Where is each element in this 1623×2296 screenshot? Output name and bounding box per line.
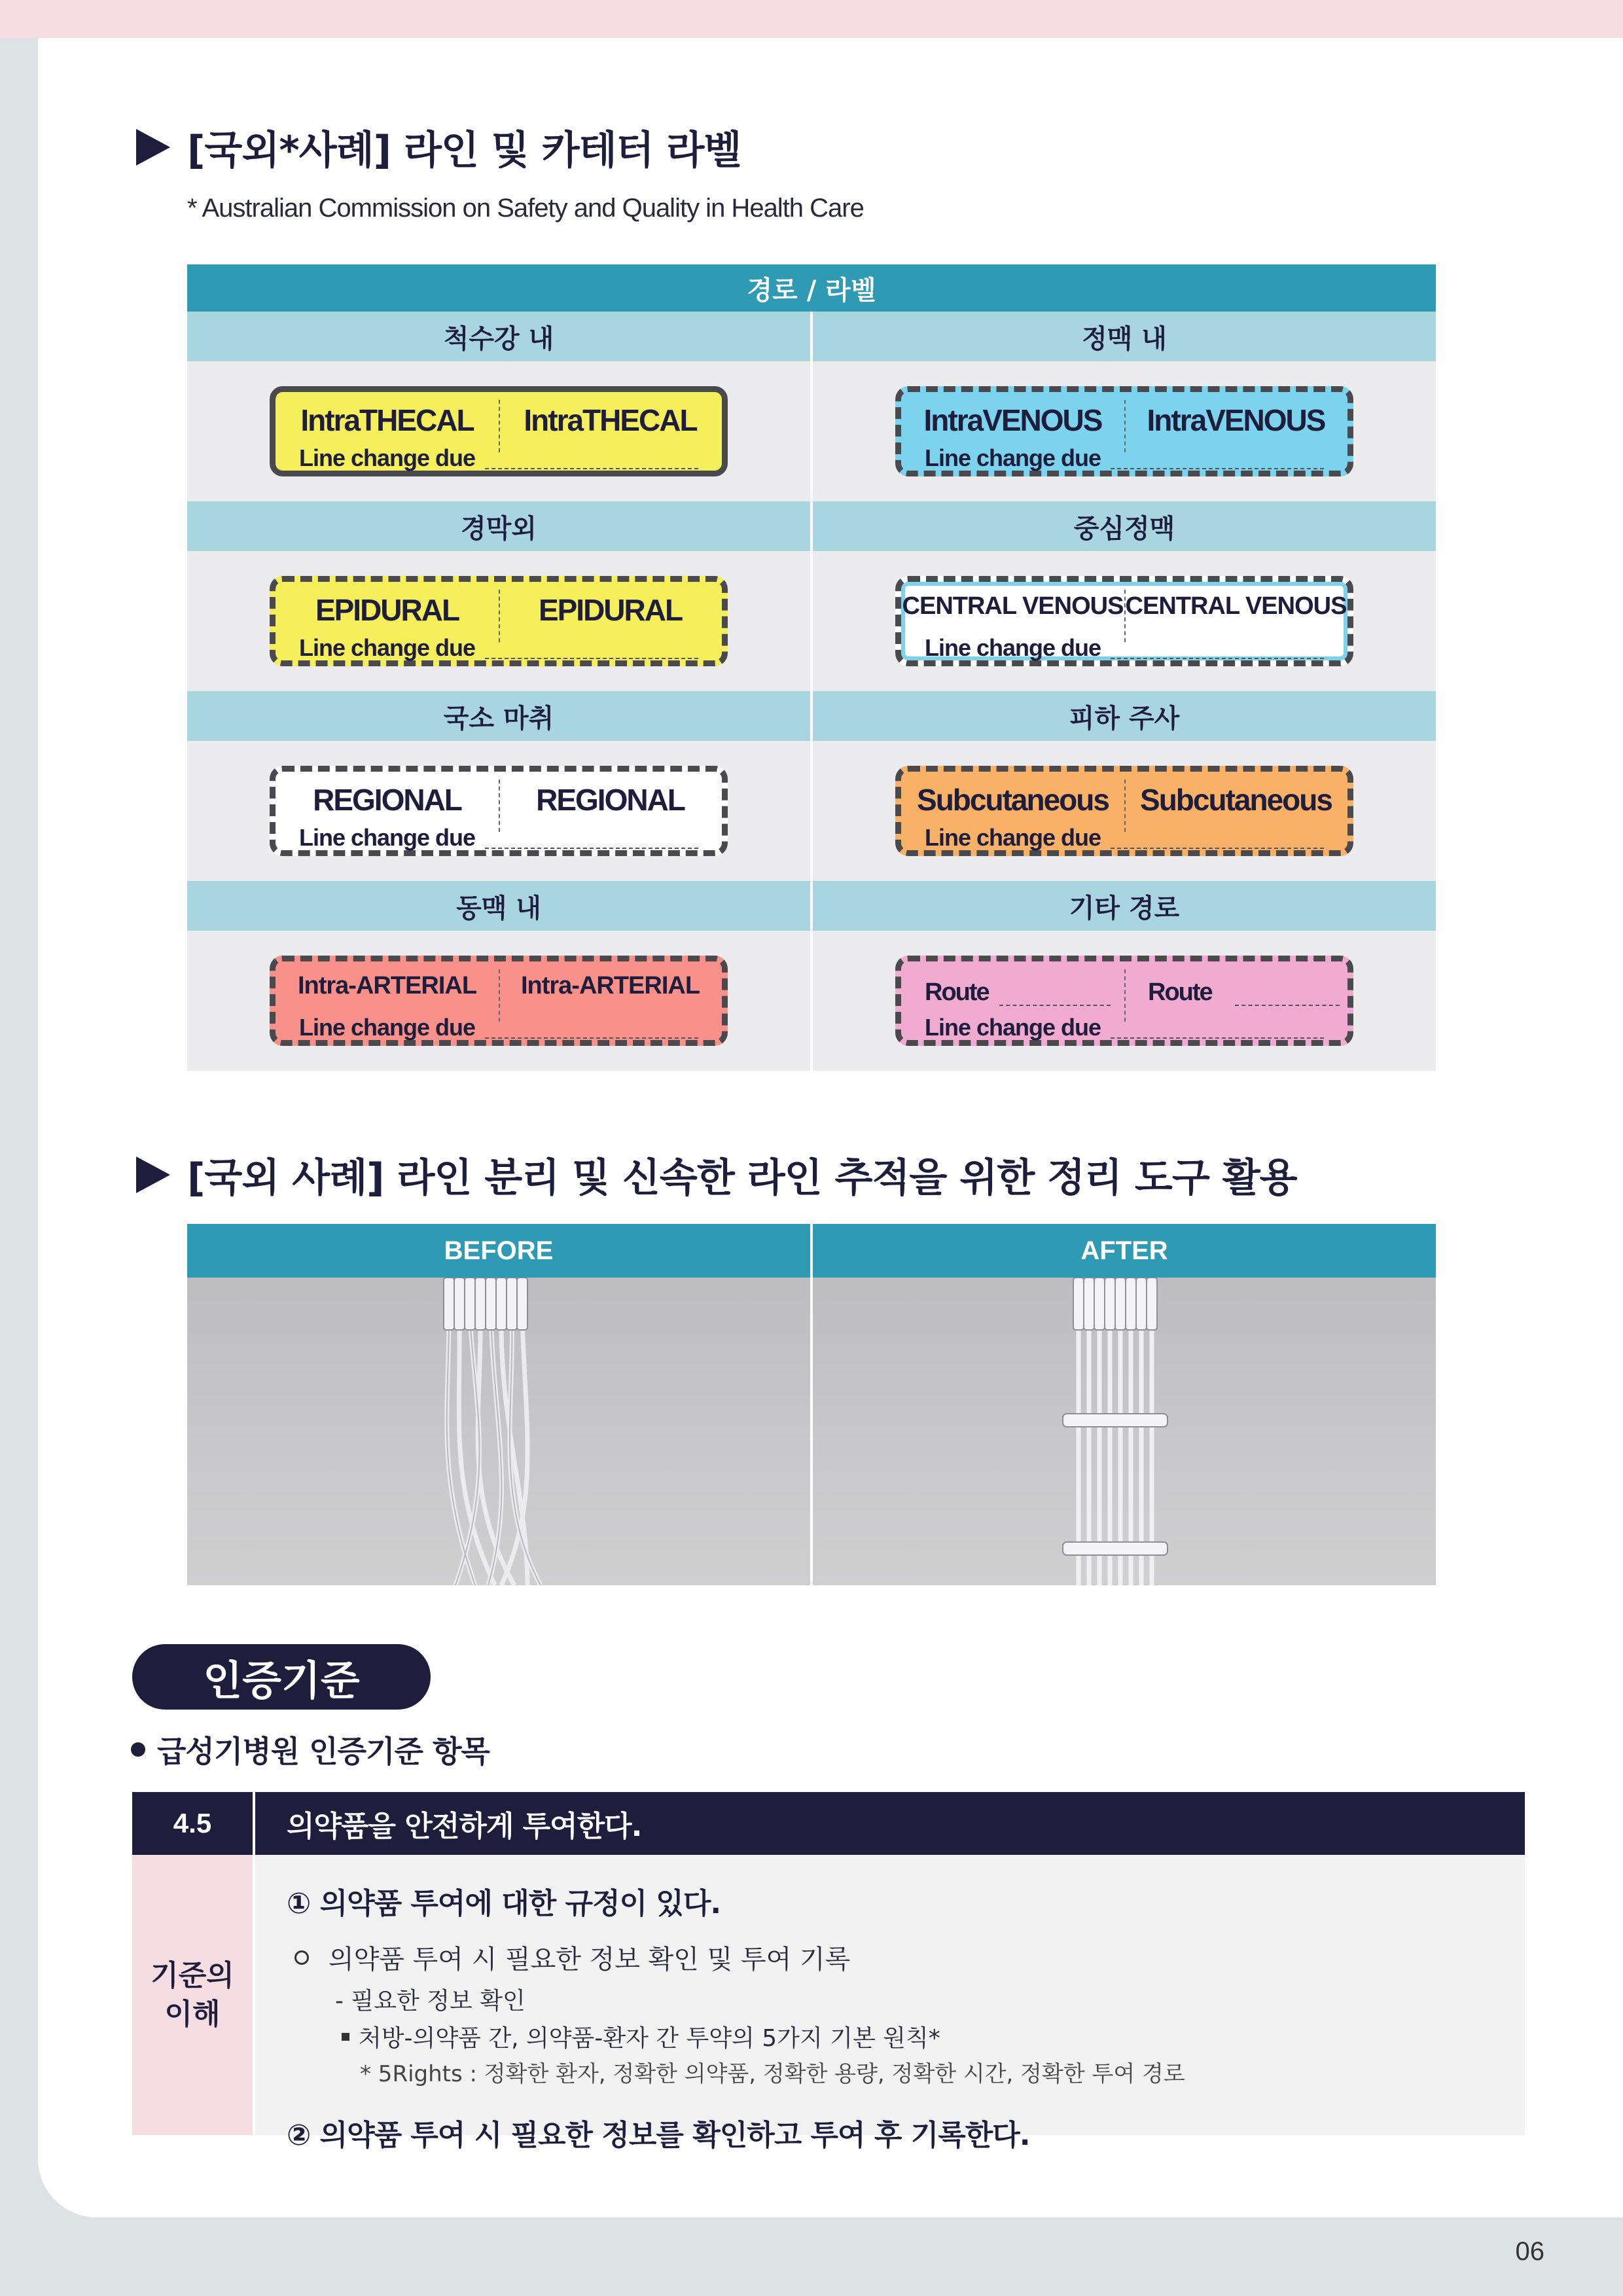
route-label-name-left: IntraVENOUS: [923, 403, 1102, 437]
triangle-bullet-icon: [136, 1157, 170, 1193]
line-change-due-text: Line change due: [925, 1014, 1101, 1041]
route-cell: [813, 691, 1436, 881]
line-change-due-blank: [485, 848, 698, 849]
routes-table-title: 경로 / 라벨: [187, 264, 1436, 312]
tangled-lines-illustration: [187, 1278, 810, 1585]
certification-bullet-text: 급성기병원 인증기준 항목: [157, 1734, 490, 1769]
route-label-name-left: IntraTHECAL: [300, 403, 474, 437]
route-label-area: [813, 551, 1436, 691]
line-change-due-text: Line change due: [299, 634, 476, 661]
route-label-name-left: CENTRAL VENOUS: [902, 592, 1124, 620]
route-label-name-right: Subcutaneous: [1140, 783, 1332, 817]
route-label-area: [813, 931, 1436, 1071]
line-change-due-text: Line change due: [299, 824, 476, 851]
line-change-due-text: Line change due: [299, 444, 476, 471]
route-label-area: [187, 931, 810, 1071]
line-change-due-blank: [485, 658, 698, 659]
route-label-name-right: IntraVENOUS: [1147, 403, 1325, 437]
route-label-sticker: [895, 386, 1353, 476]
triangle-bullet-icon: [136, 129, 170, 166]
route-header: 피하 주사: [813, 691, 1436, 741]
route-label-name-right: CENTRAL VENOUS: [1125, 592, 1347, 620]
route-label-name-left: REGIONAL: [313, 783, 461, 817]
route-cell: [813, 881, 1436, 1071]
organized-lines-illustration: [813, 1278, 1436, 1585]
routes-table: [187, 264, 1436, 1071]
standard-header-row: [132, 1792, 1525, 1855]
section-heading-labels-text: [국외*사례] 라인 및 카테터 라벨: [187, 128, 741, 173]
route-label-name-left: EPIDURAL: [315, 593, 459, 627]
standard-content: [255, 1855, 1525, 2152]
before-column: [187, 1224, 810, 1585]
section-heading-organizer-text: [국외 사례] 라인 분리 및 신속한 라인 추적을 위한 정리 도구 활용: [187, 1155, 1297, 1201]
route-header: 기타 경로: [813, 881, 1436, 931]
route-label-name-right: Route: [1148, 978, 1212, 1006]
before-header: BEFORE: [187, 1224, 810, 1278]
section-heading-labels: [136, 119, 741, 175]
route-label-name-right: REGIONAL: [536, 783, 685, 817]
standard-subitem: [287, 1939, 1525, 1976]
certification-pill: 인증기준: [132, 1644, 431, 1710]
line-change-due-blank: [485, 468, 698, 469]
route-label-sticker: [895, 576, 1353, 666]
route-fill-line: [999, 1005, 1111, 1006]
route-label-name-left: Route: [925, 978, 989, 1006]
route-label-name-right: IntraTHECAL: [524, 403, 697, 437]
route-label-area: [187, 361, 810, 501]
route-label-area: [187, 551, 810, 691]
route-label-sticker: [270, 766, 728, 856]
route-cell: [187, 691, 810, 881]
route-cell: [187, 312, 810, 501]
certification-bullet: [131, 1728, 490, 1771]
route-cell: [187, 881, 810, 1071]
routes-grid: [187, 312, 1436, 1071]
route-label-area: [187, 741, 810, 881]
route-header: 경막외: [187, 501, 810, 551]
source-note: * Australian Commission on Safety and Quality in Health Care: [187, 194, 864, 223]
standard-side-label: [132, 1855, 255, 2135]
before-after-table: [187, 1224, 1436, 1585]
route-label-name-right: EPIDURAL: [538, 593, 683, 627]
standard-number: 4.5: [132, 1792, 255, 1855]
standard-body-row: [132, 1855, 1525, 2152]
route-label-sticker: [270, 956, 728, 1046]
route-label-area: [813, 361, 1436, 501]
route-header: 국소 마취: [187, 691, 810, 741]
route-label-name-left: Intra-ARTERIAL: [297, 972, 477, 999]
standard-dash-item: - 필요한 정보 확인: [335, 1988, 526, 2015]
after-column: [813, 1224, 1436, 1585]
route-label-name-right: Intra-ARTERIAL: [520, 972, 700, 999]
line-change-due-blank: [485, 1037, 698, 1039]
page-number: 06: [1515, 2237, 1544, 2266]
line-change-due-blank: [1111, 1037, 1324, 1039]
route-header: 정맥 내: [813, 312, 1436, 361]
after-header: AFTER: [813, 1224, 1436, 1278]
line-change-due-text: Line change due: [299, 1014, 476, 1041]
bullet-dot-icon: [131, 1742, 145, 1757]
route-cell: [813, 501, 1436, 691]
route-label-name-left: Subcutaneous: [917, 783, 1109, 817]
route-label-area: [813, 741, 1436, 881]
route-header: 동맥 내: [187, 881, 810, 931]
section-heading-organizer: [136, 1147, 1297, 1203]
standard-subitem-text: 의약품 투여 시 필요한 정보 확인 및 투여 기록: [329, 1945, 851, 1975]
top-band: [0, 0, 1623, 38]
route-header: 중심정맥: [813, 501, 1436, 551]
route-label-sticker: [270, 576, 728, 666]
circle-bullet-icon: [294, 1950, 309, 1965]
standard-square-item: [287, 2020, 1525, 2053]
line-change-due-blank: [1111, 658, 1324, 659]
route-label-sticker: [270, 386, 728, 476]
route-fill-line: [1235, 1005, 1340, 1006]
standard-square-item-text: 처방-의약품 간, 의약품-환자 간 투약의 5가지 기본 원칙*: [359, 2025, 940, 2052]
standard-item-2: ② 의약품 투여 시 필요한 정보를 확인하고 투여 후 기록한다.: [287, 2119, 1030, 2152]
after-photo: [813, 1278, 1436, 1585]
route-label-sticker: [895, 766, 1353, 856]
line-change-due-text: Line change due: [925, 824, 1101, 851]
line-change-due-blank: [1111, 468, 1324, 469]
side-label-line1: 기준의: [151, 1958, 234, 1992]
route-label-sticker: [895, 956, 1353, 1046]
side-label-line2: 이해: [164, 1998, 221, 2031]
standard-title: 의약품을 안전하게 투여한다.: [287, 1810, 642, 1843]
square-bullet-icon: [342, 2033, 349, 2041]
standard-table: [132, 1792, 1525, 2152]
route-header: 척수강 내: [187, 312, 810, 361]
before-photo: [187, 1278, 810, 1585]
standard-footnote: * 5Rights : 정확한 환자, 정확한 의약품, 정확한 용량, 정확한 시간, 정확한 투여 경로: [360, 2061, 1185, 2087]
line-change-due-text: Line change due: [925, 634, 1101, 661]
route-cell: [813, 312, 1436, 501]
route-cell: [187, 501, 810, 691]
standard-item-1: ① 의약품 투여에 대한 규정이 있다.: [287, 1887, 721, 1920]
line-change-due-blank: [1111, 848, 1324, 849]
line-change-due-text: Line change due: [925, 444, 1101, 471]
